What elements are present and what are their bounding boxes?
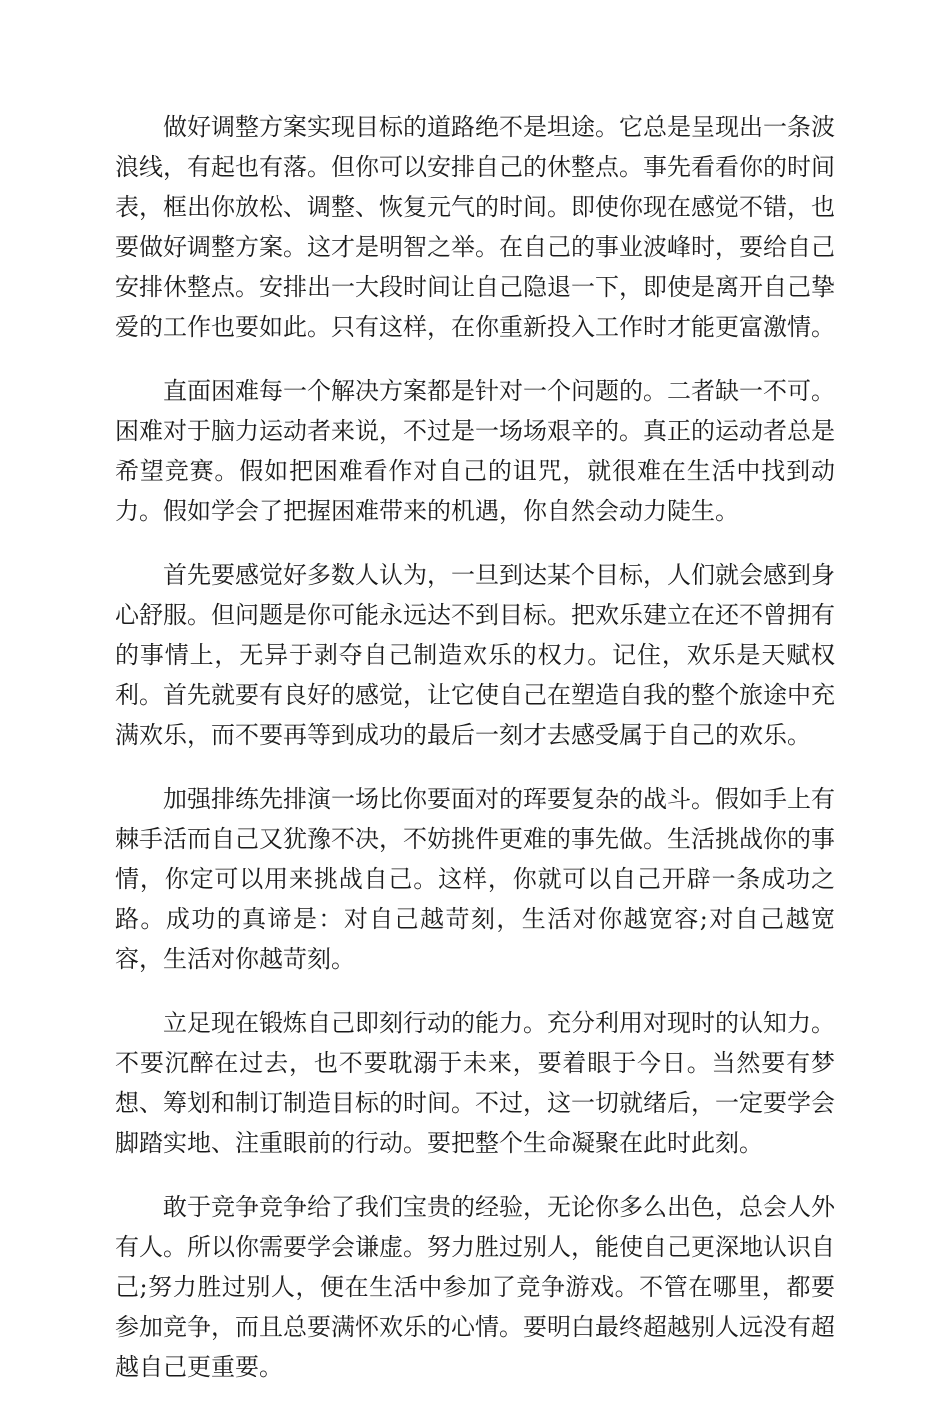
paragraph-5: 立足现在锻炼自己即刻行动的能力。充分利用对现时的认知力。不要沉醉在过去，也不要耽溺于未来，要着眼于今日。当然要有梦想、筹划和制订制造目标的时间。不过，这一切就绪后，一定要学会脚踏实地、注重眼前的行动。要把整个生命凝聚在此时此刻。 [115, 1009, 835, 1157]
paragraph-3: 首先要感觉好多数人认为，一旦到达某个目标，人们就会感到身心舒服。但问题是你可能永远达不到目标。把欢乐建立在还不曾拥有的事情上，无异于剥夺自己制造欢乐的权力。记住，欢乐是天赋权利。首先就要有良好的感觉，让它使自己在塑造自我的整个旅途中充满欢乐，而不要再等到成功的最后一刻才去感受属于自己的欢乐。 [115, 561, 835, 749]
document-body [115, 107, 835, 1411]
paragraph-2: 直面困难每一个解决方案都是针对一个问题的。二者缺一不可。困难对于脑力运动者来说，不过是一场场艰辛的。真正的运动者总是希望竞赛。假如把困难看作对自己的诅咒，就很难在生活中找到动力。假如学会了把握困难带来的机遇，你自然会动力陡生。 [115, 377, 835, 525]
paragraph-4: 加强排练先排演一场比你要面对的珲要复杂的战斗。假如手上有棘手活而自己又犹豫不决，不妨挑件更难的事先做。生活挑战你的事情，你定可以用来挑战自己。这样，你就可以自己开辟一条成功之路。成功的真谛是：对自己越苛刻，生活对你越宽容;对自己越宽容，生活对你越苛刻。 [115, 785, 835, 973]
paragraph-1: 做好调整方案实现目标的道路绝不是坦途。它总是呈现出一条波浪线，有起也有落。但你可以安排自己的休整点。事先看看你的时间表，框出你放松、调整、恢复元气的时间。即使你现在感觉不错，也要做好调整方案。这才是明智之举。在自己的事业波峰时，要给自己安排休整点。安排出一大段时间让自己隐退一下，即使是离开自己挚爱的工作也要如此。只有这样，在你重新投入工作时才能更富激情。 [115, 113, 835, 341]
paragraph-6: 敢于竞争竞争给了我们宝贵的经验，无论你多么出色，总会人外有人。所以你需要学会谦虚。努力胜过别人，能使自己更深地认识自己;努力胜过别人，便在生活中参加了竞争游戏。不管在哪里，都要参加竞争，而且总要满怀欢乐的心情。要明白最终超越别人远没有超越自己更重要。 [115, 1193, 835, 1381]
